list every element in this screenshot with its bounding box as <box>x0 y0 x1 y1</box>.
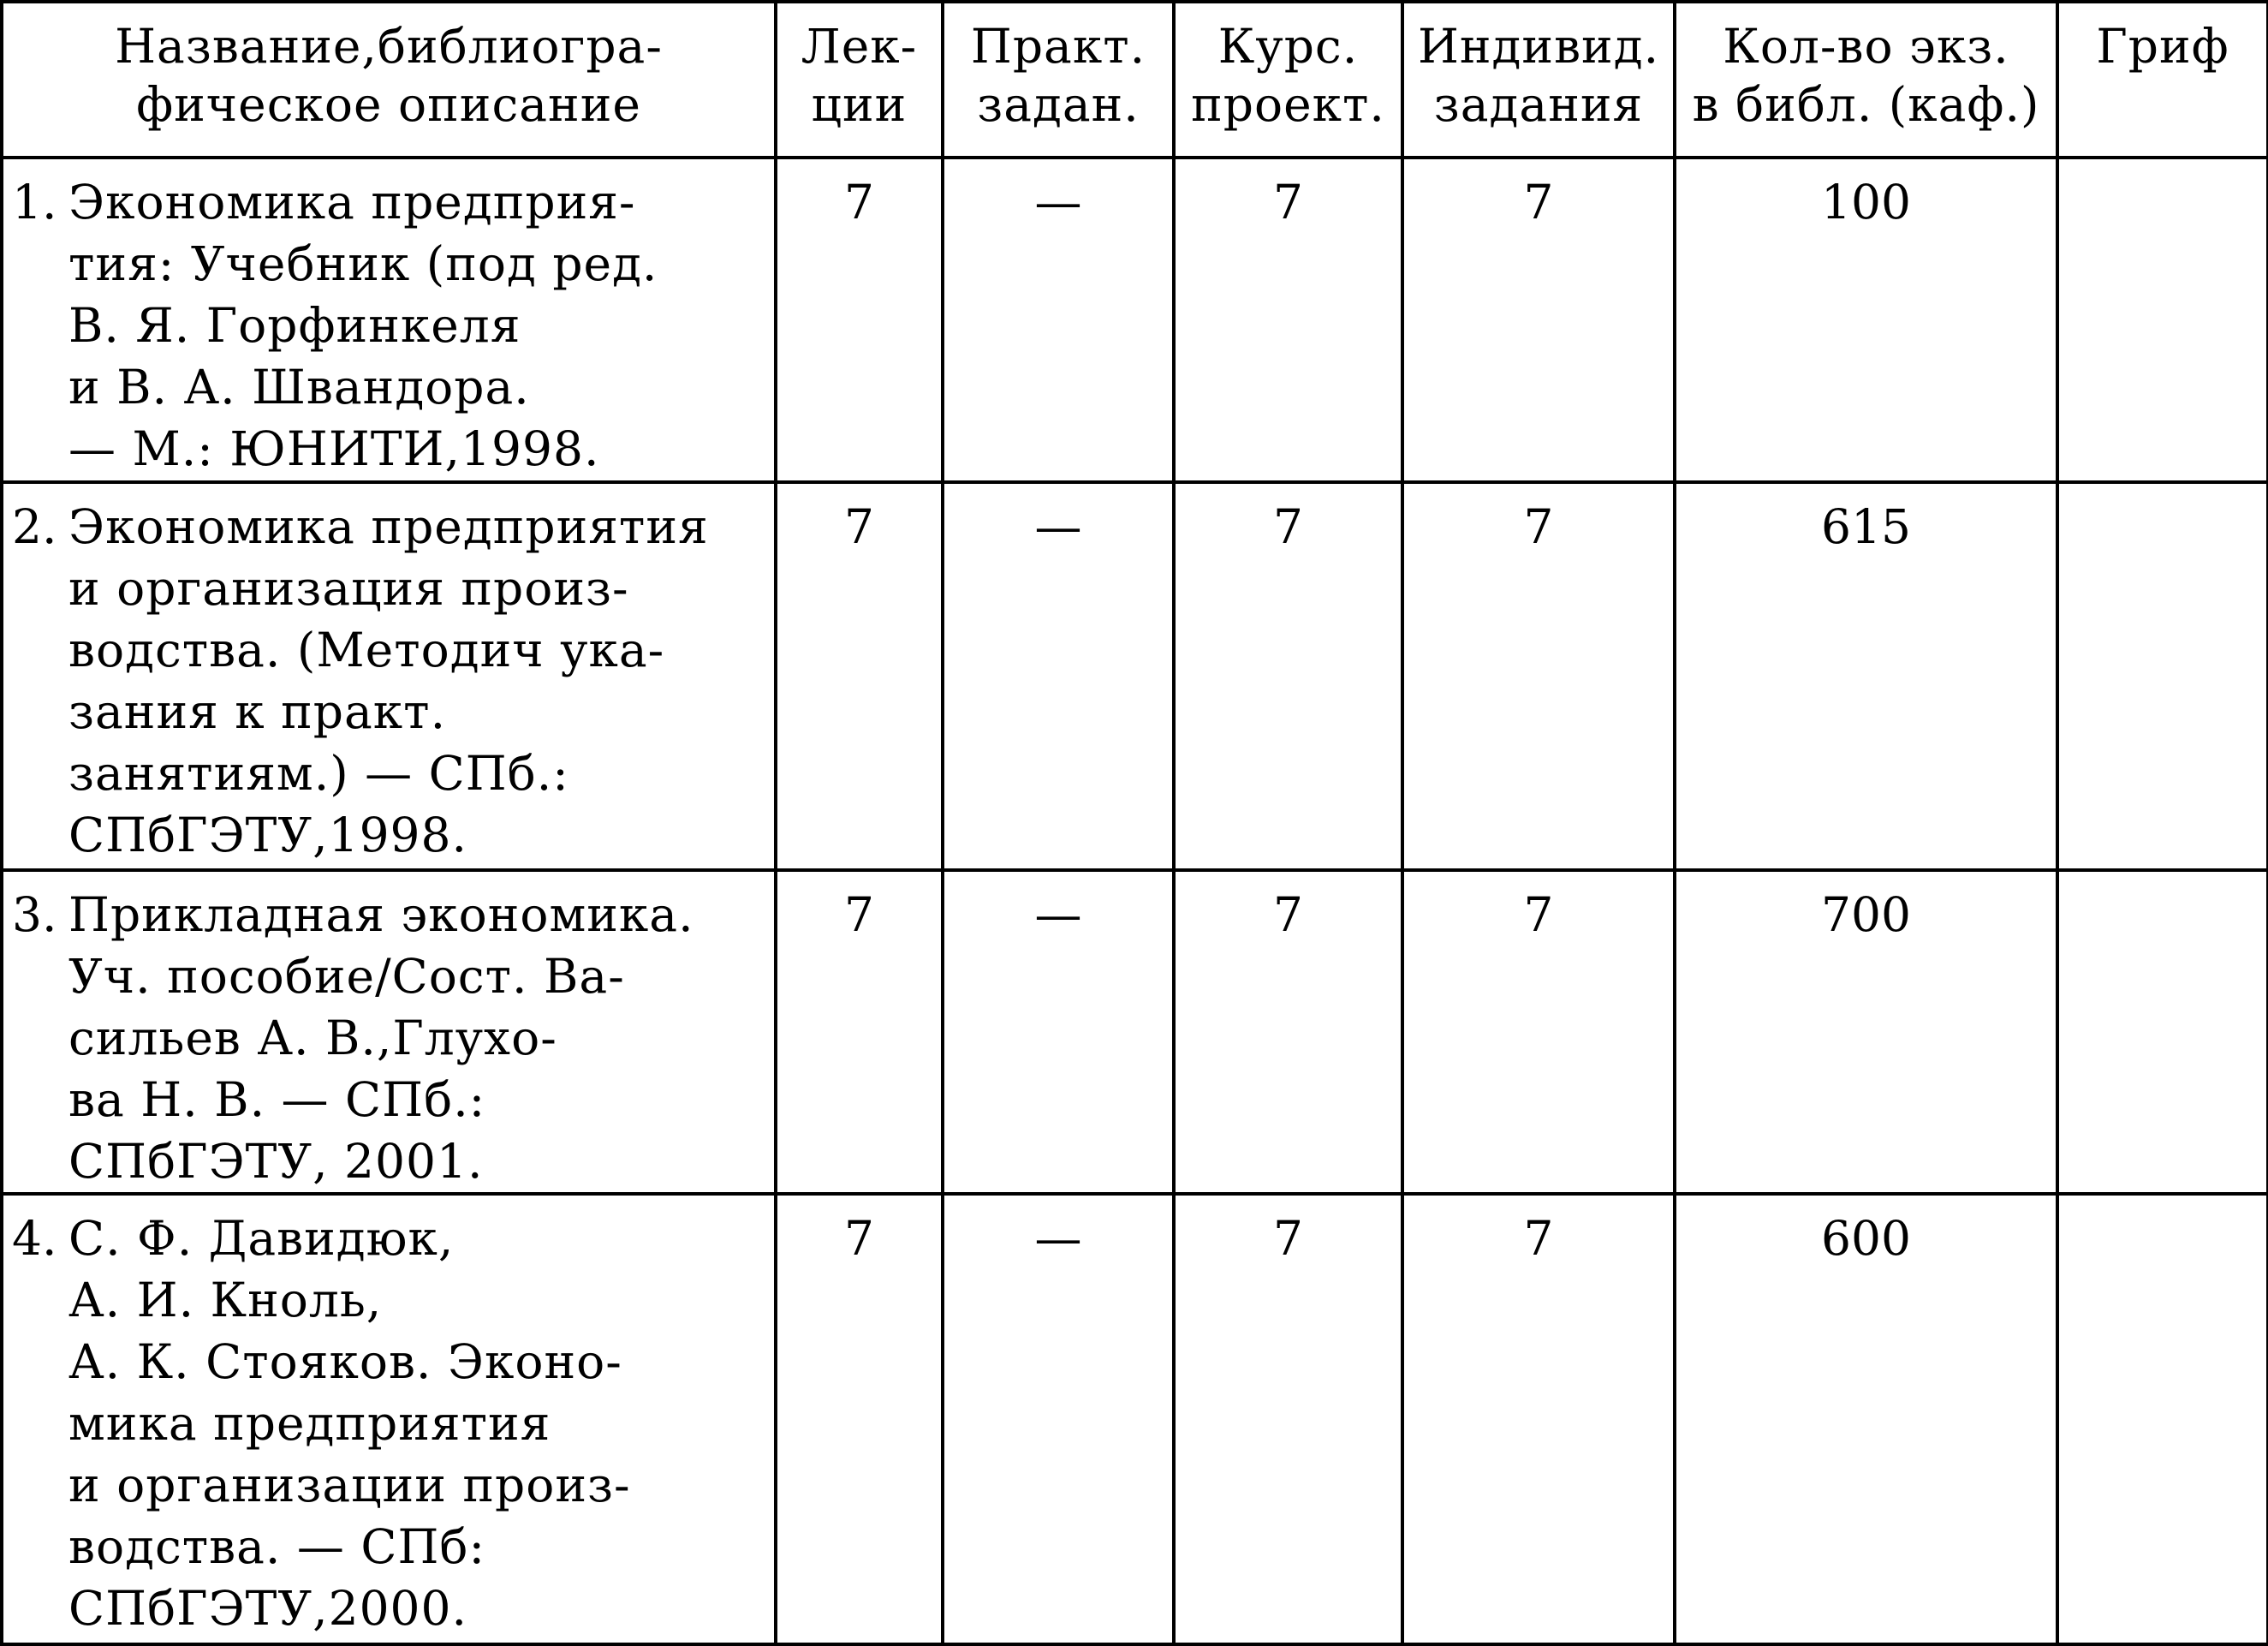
practice-cell: — <box>943 870 1174 1194</box>
row-number: 4. <box>12 1211 57 1266</box>
copies-cell: 600 <box>1675 1194 2057 1644</box>
header-title <box>2 2 776 158</box>
individual-cell: 7 <box>1402 158 1675 482</box>
lectures-cell: 7 <box>776 1194 943 1644</box>
header-individual-label: Индивид. задания <box>1417 19 1660 132</box>
header-course-project-label: Курс. проект. <box>1191 19 1385 132</box>
course-project-cell: 7 <box>1174 482 1402 870</box>
individual-cell: 7 <box>1402 1194 1675 1644</box>
lectures-cell: 7 <box>776 158 943 482</box>
header-lectures <box>776 2 943 158</box>
header-copies <box>1675 2 2057 158</box>
header-row <box>2 2 2268 158</box>
row-number: 2. <box>12 499 57 554</box>
practice-cell: — <box>943 482 1174 870</box>
book-title: Экономика предприя- тия: Учебник (под ред. В. Я. Горфинкеля и В. А. Швандора. — М.: ЮНИТИ,1998. <box>68 175 658 476</box>
header-grif-label: Гриф <box>2096 19 2229 74</box>
individual-cell: 7 <box>1402 482 1675 870</box>
table-row <box>2 1194 2268 1644</box>
book-title: Прикладная экономика. Уч. пособие/Сост. Ва- сильев А. В.,Глухо- ва Н. В. — СПб.: СПбГЭТУ, 2001. <box>68 887 694 1189</box>
header-copies-label: Кол-во экз. в библ. (каф.) <box>1692 19 2040 132</box>
practice-cell: — <box>943 1194 1174 1644</box>
course-project-cell: 7 <box>1174 1194 1402 1644</box>
header-grif <box>2057 2 2268 158</box>
grif-cell <box>2057 870 2268 1194</box>
grif-cell <box>2057 1194 2268 1644</box>
title-cell <box>2 870 776 1194</box>
title-cell <box>2 158 776 482</box>
book-title: С. Ф. Давидюк, А. И. Кноль, А. К. Стояков. Эконо- мика предприятия и организации произ- водства. — СПб: СПбГЭТУ,2000. <box>68 1211 631 1636</box>
copies-cell: 700 <box>1675 870 2057 1194</box>
header-course-project <box>1174 2 1402 158</box>
grif-cell <box>2057 158 2268 482</box>
grif-cell <box>2057 482 2268 870</box>
row-number: 1. <box>12 175 57 230</box>
book-title: Экономика предприятия и организация произ- водства. (Методич ука- зания к практ. занятиям.) — СПб.: СПбГЭТУ,1998. <box>68 499 709 862</box>
title-cell <box>2 482 776 870</box>
lectures-cell: 7 <box>776 870 943 1194</box>
header-individual <box>1402 2 1675 158</box>
lectures-cell: 7 <box>776 482 943 870</box>
copies-cell: 615 <box>1675 482 2057 870</box>
course-project-cell: 7 <box>1174 870 1402 1194</box>
practice-cell: — <box>943 158 1174 482</box>
header-title-label: Название,библиогра- фическое описание <box>115 19 663 132</box>
row-number: 3. <box>12 887 57 942</box>
header-lectures-label: Лек- ции <box>801 19 918 132</box>
header-practice-label: Практ. задан. <box>970 19 1146 132</box>
individual-cell: 7 <box>1402 870 1675 1194</box>
copies-cell: 100 <box>1675 158 2057 482</box>
title-cell <box>2 1194 776 1644</box>
course-project-cell: 7 <box>1174 158 1402 482</box>
table-row <box>2 482 2268 870</box>
table-row <box>2 158 2268 482</box>
header-practice <box>943 2 1174 158</box>
table-row <box>2 870 2268 1194</box>
